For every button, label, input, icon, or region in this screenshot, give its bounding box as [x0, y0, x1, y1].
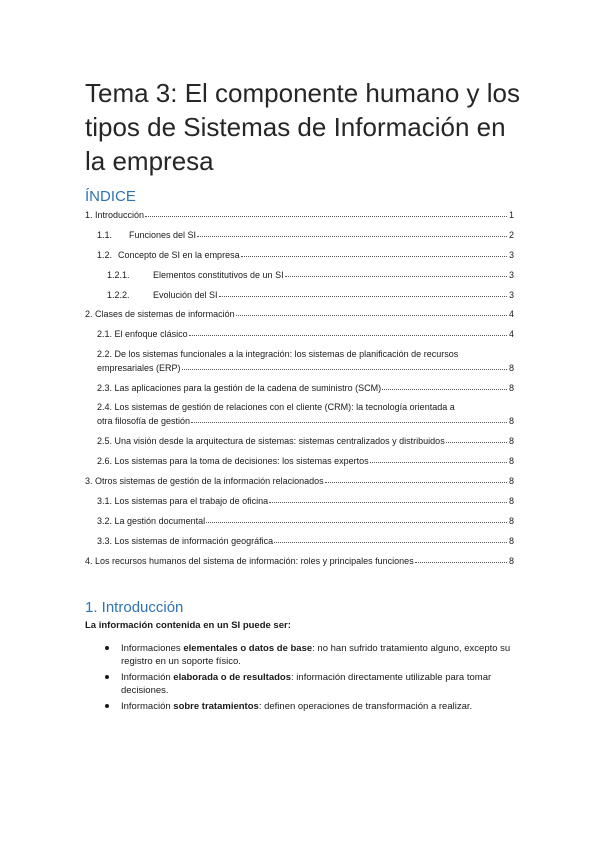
toc-leader [197, 227, 507, 237]
toc-page: 8 [508, 516, 514, 526]
toc-text: Los recursos humanos del sistema de información: roles y principales funciones [95, 556, 414, 566]
toc-page: 8 [508, 456, 514, 466]
toc-number: 1.2.2. [107, 290, 130, 300]
toc-page: 8 [508, 556, 514, 566]
toc-leader [189, 326, 507, 336]
toc-entry[interactable] [85, 327, 514, 341]
toc-page: 3 [508, 250, 514, 260]
toc-leader [325, 473, 507, 483]
toc-text: El enfoque clásico [114, 329, 188, 339]
toc-entry[interactable] [85, 434, 514, 448]
toc-text: Introducción [95, 210, 145, 220]
toc-number: 2.2. [97, 349, 113, 359]
toc-page: 4 [508, 329, 514, 339]
toc-number: 2.3. [97, 383, 113, 393]
toc-page: 3 [508, 290, 514, 300]
toc-leader [241, 247, 507, 257]
toc-entry[interactable] [85, 534, 514, 548]
toc-text: Funciones del SI [129, 230, 197, 240]
toc-leader [370, 453, 507, 463]
toc-leader [219, 287, 507, 297]
toc-text: Una visión desde la arquitectura de sistemas: sistemas centralizados y distribuidos [114, 436, 445, 446]
toc-entry[interactable] [85, 554, 514, 568]
toc-text: Concepto de SI en la empresa [118, 250, 240, 260]
toc-text-continued: otra filosofía de gestión [97, 416, 191, 426]
toc-entry[interactable] [85, 268, 514, 282]
toc-page: 8 [508, 436, 514, 446]
toc-page: 8 [508, 416, 514, 426]
toc-page: 2 [508, 230, 514, 240]
toc-number: 2.1. [97, 329, 113, 339]
bullet-icon [105, 704, 109, 708]
toc-entry[interactable] [85, 348, 514, 375]
toc-leader [191, 413, 507, 423]
toc-entry[interactable] [85, 288, 514, 302]
toc-number: 1.1. [97, 230, 113, 240]
toc-page: 8 [508, 363, 514, 373]
toc-number: 1.2.1. [107, 270, 130, 280]
toc-leader [274, 533, 507, 543]
toc-number: 3. [85, 476, 93, 486]
toc-page: 4 [508, 309, 514, 319]
toc-text: Los sistemas para el trabajo de oficina [114, 496, 269, 506]
toc-number: 1. [85, 210, 93, 220]
toc-number: 3.1. [97, 496, 113, 506]
bullet-list [105, 642, 515, 716]
toc-entry[interactable] [85, 514, 514, 528]
bullet-icon [105, 675, 109, 679]
toc-page: 8 [508, 536, 514, 546]
intro-text: La información contenida en un SI puede ser: [85, 620, 291, 631]
toc-number: 2.4. [97, 402, 113, 412]
toc-text: Clases de sistemas de información [95, 309, 235, 319]
bullet-item: Informaciones elementales o datos de base: no han sufrido tratamiento alguno, excepto su registro en un soporte físico. [105, 642, 515, 668]
bullet-icon [105, 646, 109, 650]
toc-entry[interactable] [85, 248, 514, 262]
toc-entry[interactable] [85, 454, 514, 468]
toc-page: 8 [508, 476, 514, 486]
toc-text: Los sistemas de información geográfica [114, 536, 274, 546]
toc-number: 2. [85, 309, 93, 319]
toc-number: 2.6. [97, 456, 113, 466]
toc-leader [236, 306, 507, 316]
toc-entry[interactable] [85, 228, 514, 242]
toc-text-continued: empresariales (ERP) [97, 363, 181, 373]
toc-text: Evolución del SI [153, 290, 218, 300]
toc-number: 2.5. [97, 436, 113, 446]
toc-entry[interactable] [85, 494, 514, 508]
toc-text: Los sistemas para la toma de decisiones: los sistemas expertos [114, 456, 369, 466]
toc-text: Las aplicaciones para la gestión de la cadena de suministro (SCM) [114, 383, 382, 393]
toc-leader [382, 380, 507, 390]
toc-entry[interactable] [85, 401, 514, 428]
toc-text: Los sistemas de gestión de relaciones con el cliente (CRM): la tecnología orientada a [114, 402, 455, 412]
toc-page: 8 [508, 383, 514, 393]
toc-text: La gestión documental [114, 516, 206, 526]
toc-number: 4. [85, 556, 93, 566]
toc-leader [269, 493, 507, 503]
toc-number: 3.3. [97, 536, 113, 546]
toc-page: 8 [508, 496, 514, 506]
toc-leader [415, 553, 507, 563]
toc-text: Otros sistemas de gestión de la información relacionados [95, 476, 324, 486]
toc-entry[interactable] [85, 208, 514, 222]
toc-entry[interactable] [85, 307, 514, 321]
toc-entry[interactable] [85, 474, 514, 488]
toc-text: Elementos constitutivos de un SI [153, 270, 284, 280]
index-heading: ÍNDICE [85, 188, 136, 205]
toc-number: 1.2. [97, 250, 113, 260]
toc-text: De los sistemas funcionales a la integración: los sistemas de planificación de recursos [114, 349, 459, 359]
toc-leader [145, 207, 507, 217]
section-heading: 1. Introducción [85, 599, 184, 616]
toc-leader [206, 513, 507, 523]
toc-leader [182, 360, 507, 370]
bullet-item: Información elaborada o de resultados: información directamente utilizable para tomar decisiones. [105, 671, 515, 697]
document-title: Tema 3: El componente humano y los tipos de Sistemas de Información en la empresa [85, 78, 521, 176]
bullet-item: Información sobre tratamientos: definen operaciones de transformación a realizar. [105, 700, 515, 713]
toc-number: 3.2. [97, 516, 113, 526]
toc-page: 1 [508, 210, 514, 220]
toc-entry[interactable] [85, 381, 514, 395]
toc-leader [285, 267, 507, 277]
toc-page: 3 [508, 270, 514, 280]
toc-leader [446, 433, 507, 443]
